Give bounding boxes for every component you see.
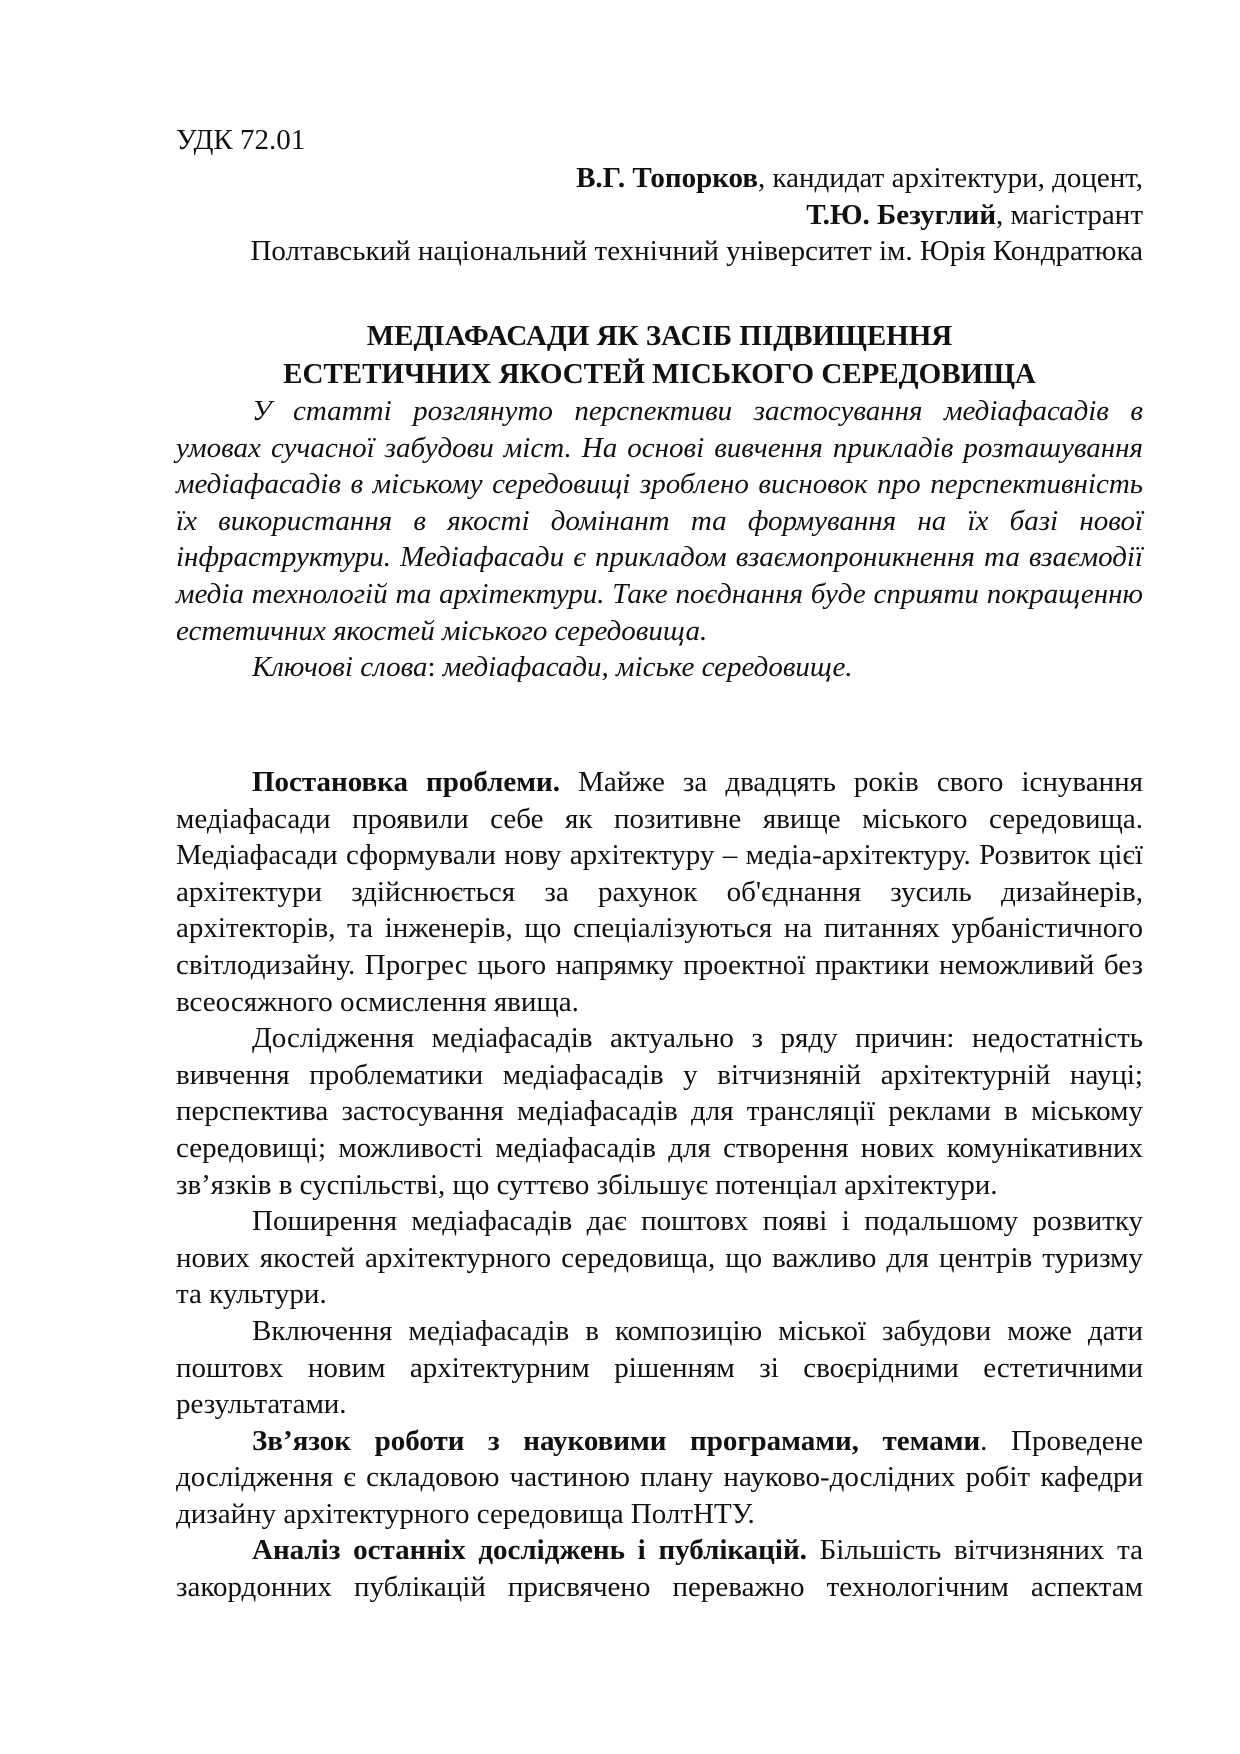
title-line: МЕДІАФАСАДИ ЯК ЗАСІБ ПІДВИЩЕННЯ [366,320,953,352]
section-heading: Зв’язок роботи з науковими програмами, темами [252,1424,981,1457]
paragraph-line: архітектури здійснюється за рахунок об'єднання зусиль дизайнерів, [176,875,1143,908]
author-block [176,160,1143,270]
abstract-line: медіафасадів в міському середовищі зроблено висновок про перспективність [176,468,1143,501]
paragraph-line: світлодизайну. Прогрес цього напрямку проектної практики неможливий без [176,948,1143,981]
title-line: ЕСТЕТИЧНИХ ЯКОСТЕЙ МІСЬКОГО СЕРЕДОВИЩА [283,358,1036,390]
keywords-colon: : [427,651,436,684]
paragraph-text: Більшість вітчизняних та [806,1534,1143,1567]
author-name: В.Г. Топорков [576,162,758,194]
paper-title [176,317,1143,393]
abstract-line: У статті розглянуто перспективи застосування медіафасадів в [252,395,1143,427]
keywords [176,649,1143,686]
paragraph-line: Включення медіафасадів в композицію міської забудови може дати [252,1314,1143,1347]
paragraph-line [176,764,1143,801]
paragraph-line: Медіафасади сформували нову архітектуру – медіа-архітектуру. Розвиток цієї [176,839,1143,872]
abstract-line: їх використання в якості домінант та формування на їх базі нової [176,504,1143,537]
paragraph-text: . Проведене [980,1424,1143,1457]
author-name: Т.Ю. Безуглий [806,198,997,231]
paragraph-line: всеосяжного осмислення явища. [176,985,579,1018]
paragraph-line: дизайну архітектурного середовища ПолтНТУ. [176,1497,755,1530]
paragraph-line: дослідження є складовою частиною плану науково-дослідних робіт кафедри [176,1461,1143,1494]
author-line [176,160,1143,197]
paragraph-line: закордонних публікацій присвячено переважно технологічним аспектам [176,1571,1143,1604]
paragraph-line: середовищі; можливості медіафасадів для створення нових комунікативних [176,1131,1143,1164]
author-role: , магістрант [996,198,1143,231]
paragraph-line [176,1532,1143,1569]
udc-code: УДК 72.01 [176,124,306,156]
author-role: , кандидат архітектури, доцент, [757,162,1143,194]
paragraph-line: перспектива застосування медіафасадів для трансляції реклами в міському [176,1095,1143,1128]
paragraph-line: Дослідження медіафасадів актуально з ряду причин: недостатність [252,1022,1143,1055]
section-heading: Аналіз останніх досліджень і публікацій. [252,1534,807,1567]
affiliation: Полтавський національний технічний університет ім. Юрія Кондратюка [250,235,1143,268]
paragraph-line: архітекторів, та інженерів, що спеціалізуються на питаннях урбаністичного [176,912,1143,945]
keywords-text: медіафасади, міське середовище. [435,651,853,684]
paragraph-line: поштовх новим архітектурним рішенням зі своєрідними естетичними [176,1351,1143,1384]
paragraph-line: вивчення проблематики медіафасадів у вітчизняній архітектурній науці; [176,1058,1143,1091]
abstract-line: умовах сучасної забудови міст. На основі вивчення прикладів розташування [176,431,1143,464]
paragraph-line: медіафасади проявили себе як позитивне явище міського середовища. [176,802,1143,835]
paragraph-line: нових якостей архітектурного середовища, що важливо для центрів туризму [176,1241,1143,1274]
paragraph-line: та культури. [176,1278,327,1311]
paragraph-text: Майже за двадцять років свого існування [560,766,1143,798]
section-heading: Постановка проблеми. [252,766,561,798]
paragraph-line [176,1423,1143,1460]
abstract-line: медіа технологій та архітектури. Таке поєднання буде сприяти покращенню [176,577,1143,610]
abstract-line: інфраструктури. Медіафасади є прикладом взаємопроникнення та взаємодії [176,541,1143,574]
keywords-label: Ключові слова [252,651,428,684]
paragraph-line: результатами. [176,1388,347,1421]
paragraph-line: Поширення медіафасадів дає поштовх появі і подальшому розвитку [252,1205,1143,1238]
author-line [176,197,1143,234]
abstract-line: естетичних якостей міського середовища. [176,614,708,647]
abstract [176,393,1143,686]
body-text [176,764,1143,1606]
paragraph-line: зв’язків в суспільстві, що суттєво збільшує потенціал архітектури. [176,1168,998,1201]
